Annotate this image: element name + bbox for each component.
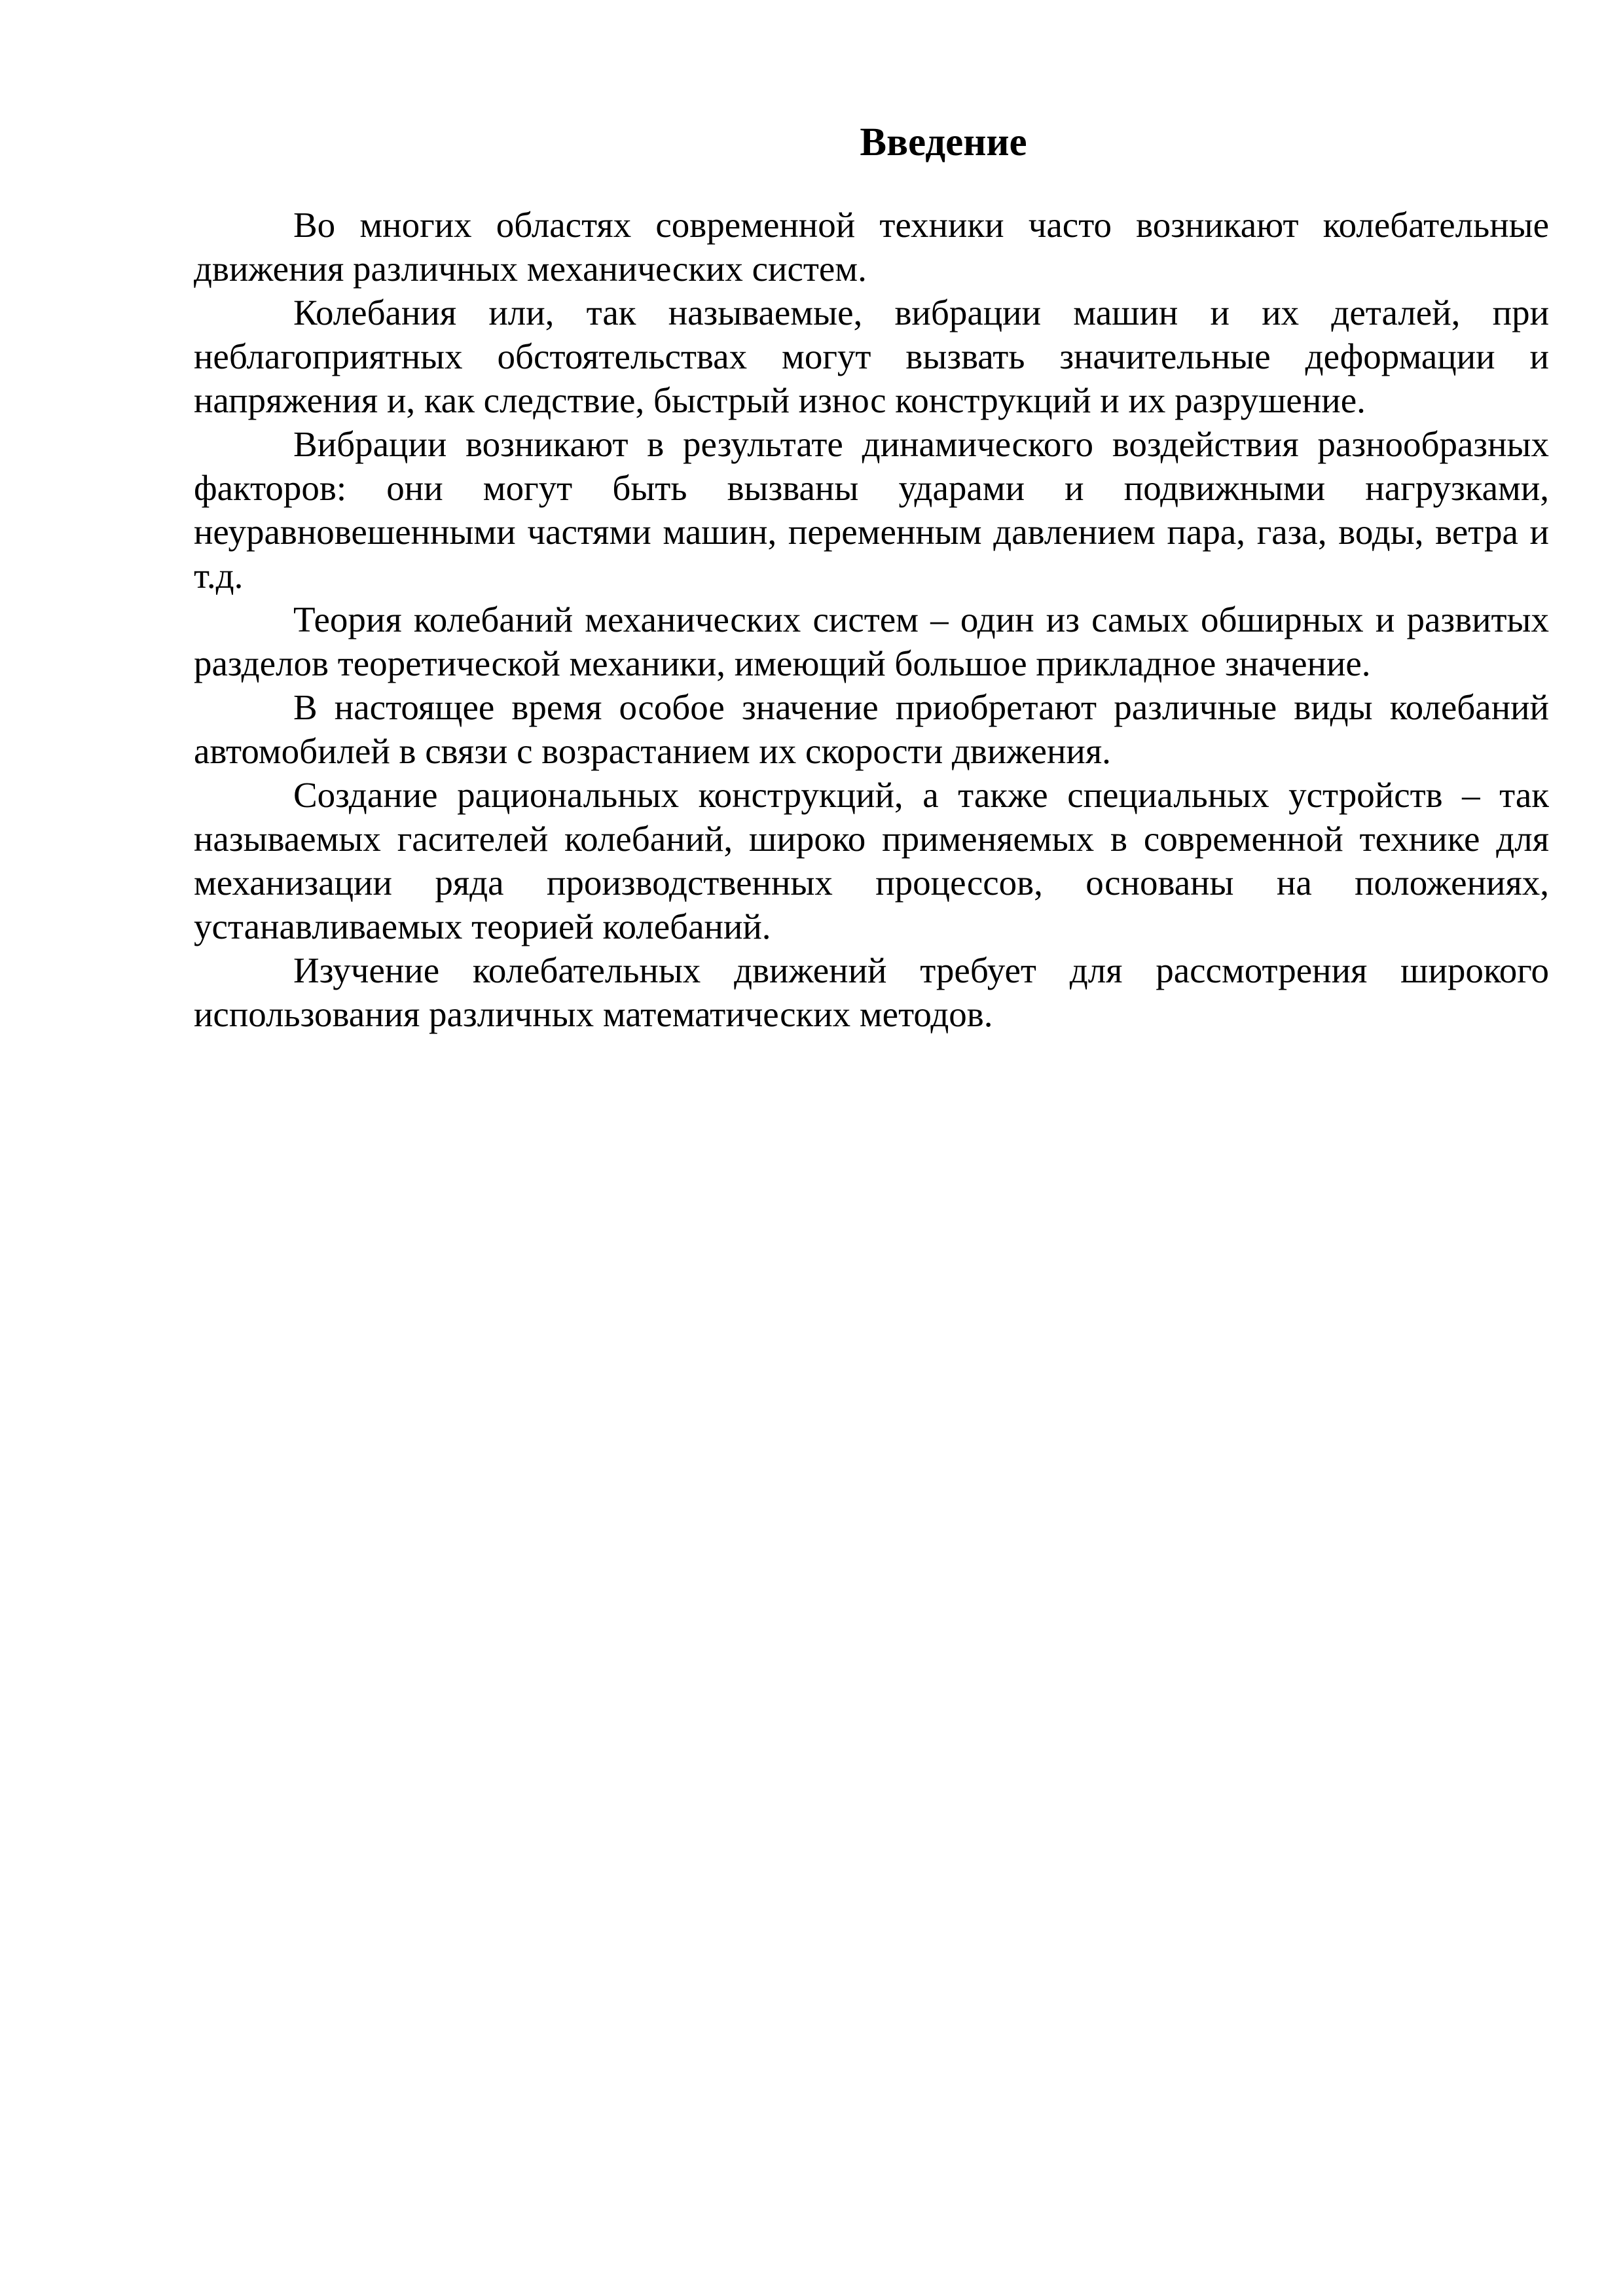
paragraph-4: Теория колебаний механических систем – один из самых обширных и развитых разделов теоретической механики, имеющий большое прикладное значение. xyxy=(194,600,1549,683)
paragraph-5: В настоящее время особое значение приобретают различные виды колебаний автомобилей в связи с возрастанием их скорости движения. xyxy=(194,687,1549,771)
body-text xyxy=(194,203,1549,1036)
paragraph-3: Вибрации возникают в результате динамического воздействия разнообразных факторов: они могут быть вызваны ударами и подвижными нагрузками, неуравновешенными частями машин, переменным давлением пара, газа, воды, ветра и т.д. xyxy=(194,424,1549,596)
paragraph-1: Во многих областях современной техники часто возникают колебательные движения различных механических систем. xyxy=(194,205,1549,289)
page-title: Введение xyxy=(860,120,1027,164)
paragraph-2: Колебания или, так называемые, вибрации машин и их деталей, при неблагоприятных обстоятельствах могут вызвать значительные деформации и напряжения и, как следствие, быстрый износ конструкций и их разрушение. xyxy=(194,293,1549,420)
paragraph-7: Изучение колебательных движений требует для рассмотрения широкого использования различных математических методов. xyxy=(194,950,1549,1034)
paragraph-6: Создание рациональных конструкций, а также специальных устройств – так называемых гасителей колебаний, широко применяемых в современной технике для механизации ряда производственных процессов, основаны на положениях, устанавливаемых теорией колебаний. xyxy=(194,775,1549,946)
